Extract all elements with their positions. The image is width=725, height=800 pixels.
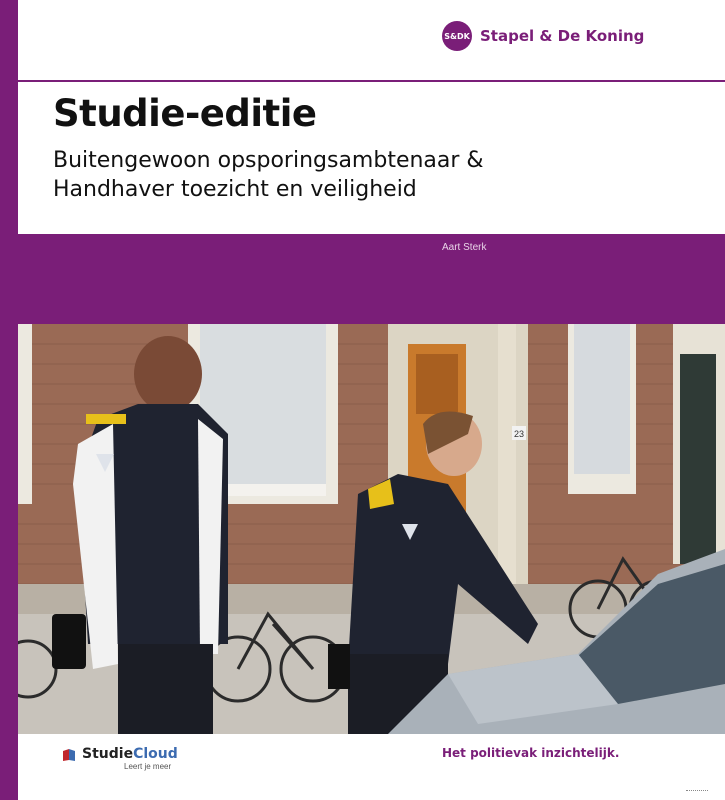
corner-mark <box>686 790 708 792</box>
cover-tagline: Het politievak inzichtelijk. <box>442 746 620 760</box>
studiecloud-book-icon <box>62 748 76 762</box>
publisher-logo <box>442 21 644 51</box>
brand-part-cloud: Cloud <box>133 746 178 762</box>
author-band <box>18 234 725 324</box>
publisher-name: Stapel & De Koning <box>480 27 645 45</box>
cover-footer <box>18 734 725 800</box>
book-title: Studie-editie <box>53 92 317 135</box>
publisher-emblem-icon: S&DK <box>442 21 472 51</box>
cover-photo <box>18 324 725 734</box>
studiecloud-tagline: Leert je meer <box>124 762 172 771</box>
subtitle-line-2: Handhaver toezicht en veiligheid <box>53 177 417 202</box>
studiecloud-name <box>82 746 178 762</box>
header-divider <box>18 80 725 82</box>
cover-spine <box>0 0 18 800</box>
studiecloud-logo <box>62 746 178 771</box>
brand-part-studie: Studie <box>82 746 134 762</box>
book-subtitle <box>53 146 484 204</box>
subtitle-line-1: Buitengewoon opsporingsambtenaar & <box>53 148 484 173</box>
house-number: 23 <box>514 429 525 439</box>
author-name: Aart Sterk <box>442 242 487 253</box>
